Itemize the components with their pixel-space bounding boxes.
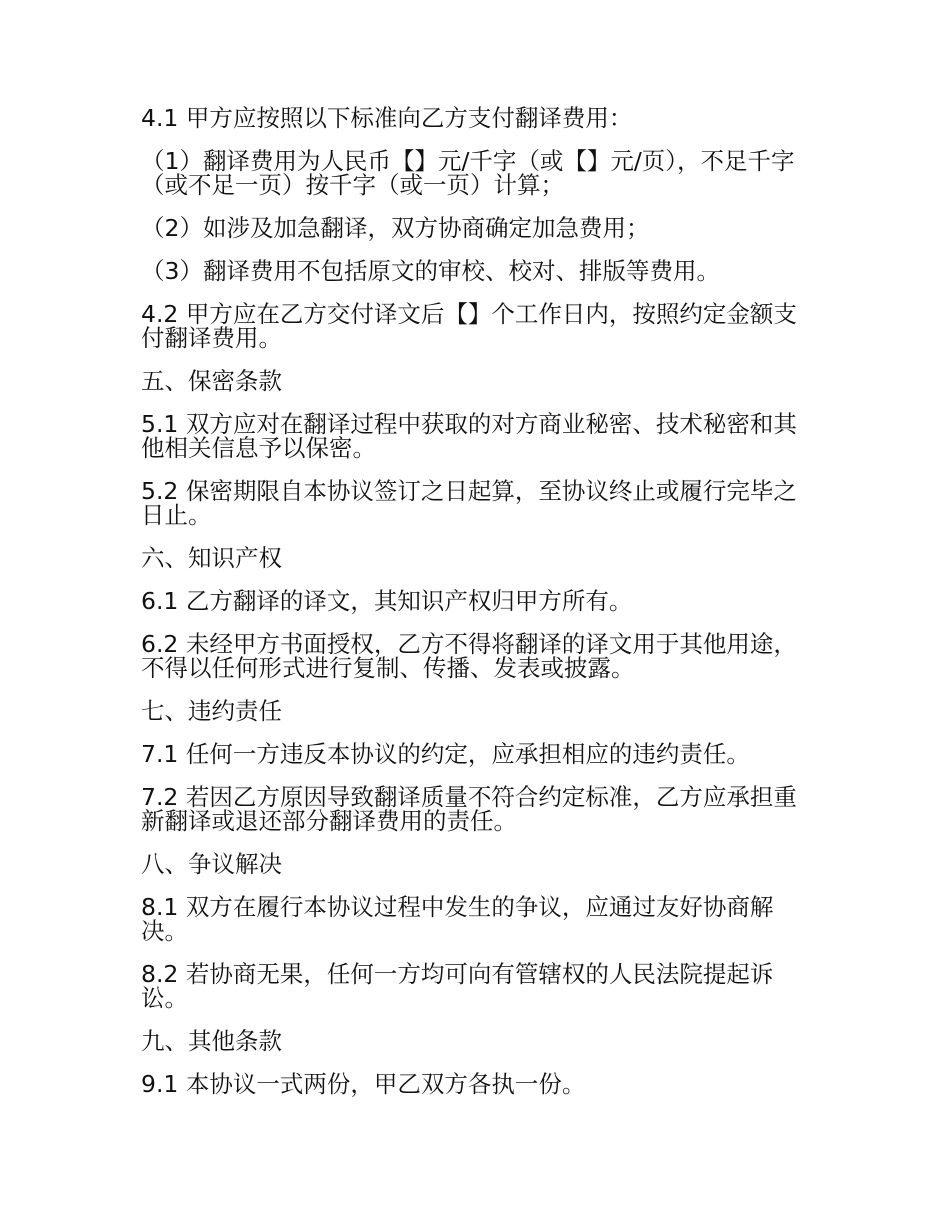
section-heading-intellectual-property: 六、知识产权 [141,544,282,572]
clause-6-2: 6.2 未经甲方书面授权，乙方不得将翻译的译文用于其他用途，不得以任何形式进行复制、传播、发表或披露。 [141,630,797,682]
clause-6-1: 6.1 乙方翻译的译文，其知识产权归甲方所有。 [141,587,633,615]
clause-8-2: 8.2 若协商无果，任何一方均可向有管辖权的人民法院提起诉讼。 [141,960,774,1012]
clause-4-2: 4.2 甲方应在乙方交付译文后【】个工作日内，按照约定金额支付翻译费用。 [141,300,797,352]
clause-5-1: 5.1 双方应对在翻译过程中获取的对方商业秘密、技术秘密和其他相关信息予以保密。 [141,410,797,462]
document-body [141,106,809,1115]
clause-5-2: 5.2 保密期限自本协议签订之日起算，至协议终止或履行完毕之日止。 [141,477,797,529]
section-heading-other-terms: 九、其他条款 [141,1027,282,1055]
clause-4-1-item-2: （2）如涉及加急翻译，双方协商确定加急费用； [141,214,650,242]
clause-9-1: 9.1 本协议一式两份，甲乙双方各执一份。 [141,1070,586,1098]
clause-4-1-item-3: （3）翻译费用不包括原文的审校、校对、排版等费用。 [141,257,720,285]
clause-7-1: 7.1 任何一方违反本协议的约定，应承担相应的违约责任。 [141,740,750,768]
clause-4-1-item-1: （1）翻译费用为人民币【】元/千字（或【】元/页），不足千字（或不足一页）按千字（或一页）计算； [141,147,795,199]
clause-4-1: 4.1 甲方应按照以下标准向乙方支付翻译费用： [141,104,633,132]
section-heading-liability: 七、违约责任 [141,697,282,725]
clause-8-1: 8.1 双方在履行本协议过程中发生的争议，应通过友好协商解决。 [141,893,774,945]
section-heading-confidentiality: 五、保密条款 [141,367,282,395]
clause-7-2: 7.2 若因乙方原因导致翻译质量不符合约定标准，乙方应承担重新翻译或退还部分翻译费用的责任。 [141,783,797,835]
section-heading-dispute-resolution: 八、争议解决 [141,850,282,878]
